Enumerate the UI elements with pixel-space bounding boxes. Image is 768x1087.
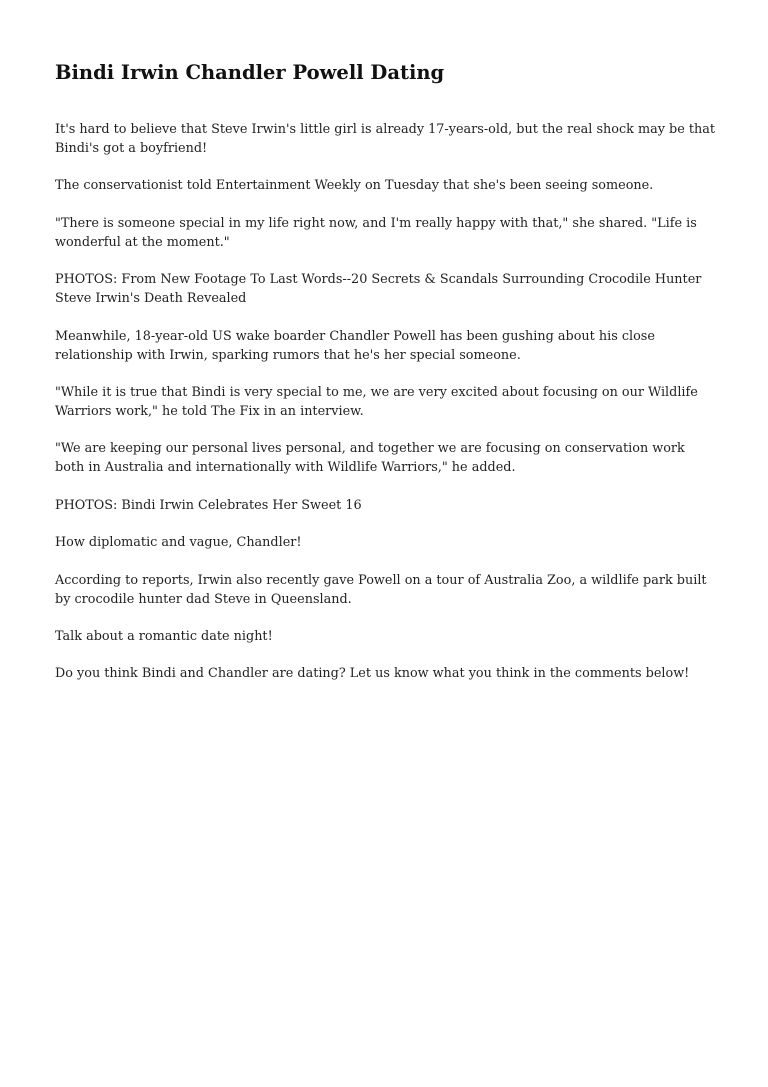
paragraph: "We are keeping our personal lives personal, and together we are focusing on conservation work both in Australia and internationally with Wildlife Warriors," he added. [55,441,685,476]
paragraph: According to reports, Irwin also recently gave Powell on a tour of Australia Zoo, a wildlife park built by crocodile hunter dad Steve in Queensland. [55,572,707,607]
paragraph: PHOTOS: From New Footage To Last Words--20 Secrets & Scandals Surrounding Crocodile Hunter Steve Irwin's Death Revealed [55,272,702,307]
article [55,58,715,702]
paragraph: "There is someone special in my life right now, and I'm really happy with that," she shared. "Life is wonderful at the moment." [55,215,697,250]
paragraph: The conservationist told Entertainment Weekly on Tuesday that she's been seeing someone. [55,178,654,194]
article-body [55,120,715,683]
page-title: Bindi Irwin Chandler Powell Dating [55,61,445,84]
paragraph: Talk about a romantic date night! [55,628,273,644]
paragraph: It's hard to believe that Steve Irwin's little girl is already 17-years-old, but the real shock may be that Bindi's got a boyfriend! [55,122,715,156]
paragraph: PHOTOS: Bindi Irwin Celebrates Her Sweet 16 [55,497,362,513]
paragraph: How diplomatic and vague, Chandler! [55,535,302,551]
paragraph: Do you think Bindi and Chandler are dating? Let us know what you think in the comments below! [55,666,690,682]
paragraph: Meanwhile, 18-year-old US wake boarder Chandler Powell has been gushing about his close relationship with Irwin, sparking rumors that he's her special someone. [55,328,655,363]
paragraph: "While it is true that Bindi is very special to me, we are very excited about focusing on our Wildlife Warriors work," he told The Fix in an interview. [55,384,698,419]
